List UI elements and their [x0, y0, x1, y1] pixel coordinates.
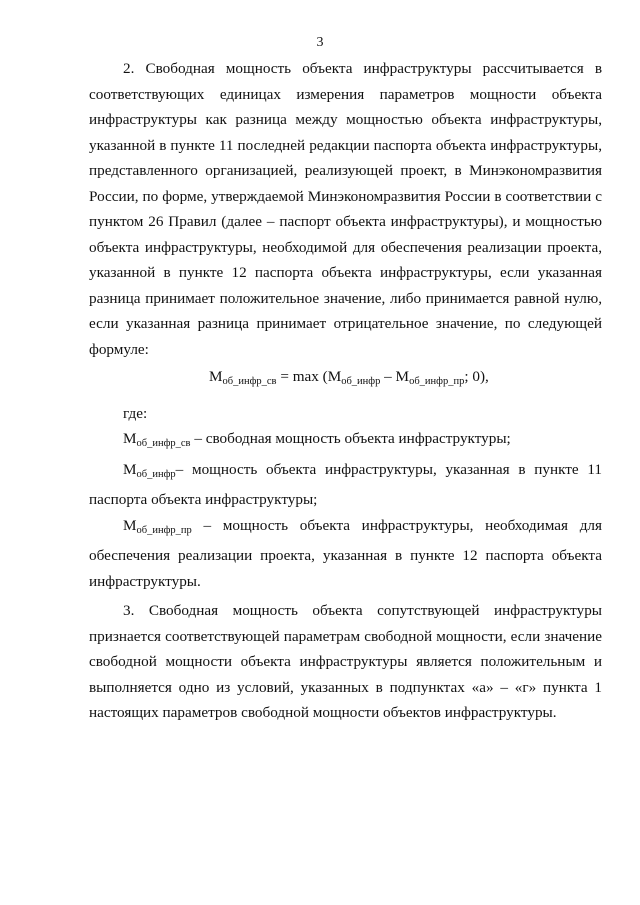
- formula-b-main: М: [395, 368, 410, 385]
- definition-2-text: – мощность объекта инфраструктуры, указанная в пункте 11 паспорта объекта инфраструктуры;: [89, 460, 602, 508]
- formula-b: [396, 368, 465, 385]
- formula-a: [328, 368, 381, 385]
- definition-3-subscript: об_инфр_пр: [136, 524, 192, 536]
- page-number: 3: [316, 35, 324, 50]
- definition-1: [89, 426, 602, 457]
- document-body: [89, 56, 602, 726]
- formula-lhs: [209, 368, 277, 385]
- definition-3-symbol: М: [123, 516, 137, 534]
- paragraph-3: 3. Свободная мощность объекта сопутствующей инфраструктуры признается соответствующей параметрам свободной мощности, если значение свободной мощности объекта инфраструктуры является положительным и выполняется одно из условий, указанных в подпунктах «а» – «г» пункта 1 настоящих параметров свободной мощности объектов инфраструктуры.: [89, 602, 602, 721]
- paragraph-2: 2. Свободная мощность объекта инфраструктуры рассчитывается в соответствующих единицах измерения параметров мощности объекта инфраструктуры как разница между мощностью объекта инфраструктуры, указанной в пункте 11 последней редакции паспорта объекта инфраструктуры, представленного организацией, реализующей проект, в Минэкономразвития России, по форме, утверждаемой Минэкономразвития России в соответствии с пунктом 26 Правил (далее – паспорт объекта инфраструктуры), и мощностью объекта инфраструктуры, необходимой для обеспечения реализации проекта, указанной в пункте 12 паспорта объекта инфраструктуры, если указанная разница принимает положительное значение, либо принимается равной нулю, если указанная разница принимает отрицательное значение, по следующей формуле:: [89, 60, 602, 358]
- formula: [89, 364, 602, 395]
- definition-3-text: – мощность объекта инфраструктуры, необходимая для обеспечения реализации проекта, указанная в пункте 12 паспорта объекта инфраструктуры.: [89, 516, 602, 590]
- definition-1-subscript: об_инфр_св: [136, 438, 191, 449]
- formula-a-main: М: [327, 368, 342, 385]
- formula-b-sub: об_инфр_пр: [409, 376, 465, 387]
- formula-minus: –: [380, 368, 396, 385]
- definition-1-symbol: М: [123, 430, 137, 447]
- formula-tail: ; 0),: [464, 368, 489, 385]
- formula-lhs-sub: об_инфр_св: [222, 376, 277, 387]
- definition-3: [89, 513, 602, 595]
- definition-1-text: – свободная мощность объекта инфраструктуры;: [190, 430, 511, 447]
- definition-2-subscript: об_инфр: [136, 468, 176, 480]
- formula-eq: = max (: [276, 368, 328, 385]
- where-label: где:: [123, 404, 148, 422]
- formula-a-sub: об_инфр: [341, 376, 381, 387]
- definition-2-symbol: М: [123, 460, 137, 478]
- formula-lhs-main: М: [209, 368, 223, 385]
- definition-2: [89, 457, 602, 513]
